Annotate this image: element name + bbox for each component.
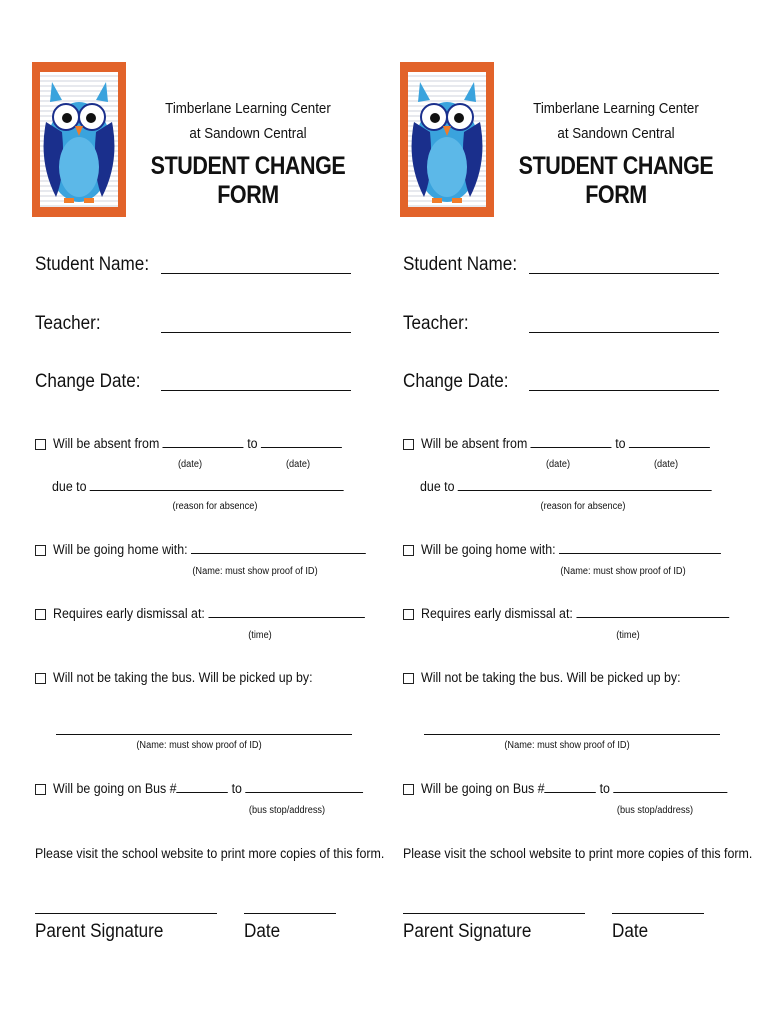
absent-checkbox[interactable] <box>403 439 414 450</box>
teacher-field[interactable] <box>529 332 719 333</box>
going-home-field[interactable] <box>559 542 721 554</box>
notice-text: Please visit the school website to print more copies of this form. <box>403 846 753 861</box>
due-to-label: due to <box>52 479 87 494</box>
reason-hint: (reason for absence) <box>540 501 626 512</box>
school-location: at Sandown Central <box>557 126 675 142</box>
date-hint: (date) <box>177 459 203 470</box>
reason-field[interactable] <box>90 479 344 491</box>
bus-label: Will be going on Bus # <box>421 781 545 796</box>
signature-field[interactable] <box>403 913 585 914</box>
name-id-hint: (Name: must show proof of ID) <box>560 566 686 577</box>
going-home-line <box>53 542 366 557</box>
reason-field[interactable] <box>458 479 712 491</box>
change-date-field[interactable] <box>161 390 351 391</box>
early-dismissal-field[interactable] <box>576 606 729 618</box>
due-to-line <box>420 479 712 494</box>
picked-up-by-field[interactable] <box>56 734 352 735</box>
going-home-line <box>421 542 721 557</box>
student-change-form-left <box>30 0 398 1024</box>
date-label: Date <box>244 921 281 942</box>
form-title: STUDENT CHANGE FORM <box>518 152 714 209</box>
school-name: Timberlane Learning Center <box>533 101 699 117</box>
absent-to-field[interactable] <box>629 436 710 448</box>
student-name-label: Student Name: <box>35 254 150 275</box>
bus-number-field[interactable] <box>545 781 597 793</box>
early-dismissal-field[interactable] <box>208 606 364 618</box>
notice-text: Please visit the school website to print more copies of this form. <box>35 846 385 861</box>
student-change-form-right <box>398 0 766 1024</box>
going-home-checkbox[interactable] <box>35 545 46 556</box>
going-home-checkbox[interactable] <box>403 545 414 556</box>
bus-line <box>53 781 363 796</box>
bus-line <box>421 781 727 796</box>
name-id-hint: (Name: must show proof of ID) <box>504 740 630 751</box>
date-hint: (date) <box>653 459 679 470</box>
bus-stop-field[interactable] <box>613 781 727 793</box>
bus-stop-hint: (bus stop/address) <box>248 805 326 816</box>
early-dismissal-checkbox[interactable] <box>35 609 46 620</box>
school-name: Timberlane Learning Center <box>165 101 331 117</box>
bus-checkbox[interactable] <box>35 784 46 795</box>
signature-label: Parent Signature <box>35 921 164 942</box>
form-title: STUDENT CHANGE FORM <box>150 152 346 209</box>
not-bus-checkbox[interactable] <box>35 673 46 684</box>
absent-to-label: to <box>247 436 258 451</box>
owl-logo-icon <box>32 62 126 217</box>
time-hint: (time) <box>248 630 272 641</box>
bus-to-label: to <box>599 781 610 796</box>
absent-from-field[interactable] <box>163 436 244 448</box>
bus-number-field[interactable] <box>177 781 229 793</box>
bus-to-label: to <box>231 781 242 796</box>
change-date-field[interactable] <box>529 390 719 391</box>
due-to-line <box>52 479 344 494</box>
early-dismissal-label: Requires early dismissal at: <box>53 606 205 621</box>
bus-checkbox[interactable] <box>403 784 414 795</box>
date-field[interactable] <box>244 913 336 914</box>
bus-stop-hint: (bus stop/address) <box>616 805 694 816</box>
name-id-hint: (Name: must show proof of ID) <box>192 566 318 577</box>
reason-hint: (reason for absence) <box>172 501 258 512</box>
bus-stop-field[interactable] <box>245 781 363 793</box>
owl-logo-icon <box>400 62 494 217</box>
not-bus-label: Will not be taking the bus. Will be picked up by: <box>53 670 313 685</box>
school-location: at Sandown Central <box>189 126 307 142</box>
name-id-hint: (Name: must show proof of ID) <box>136 740 262 751</box>
signature-field[interactable] <box>35 913 217 914</box>
early-dismissal-checkbox[interactable] <box>403 609 414 620</box>
not-bus-label: Will not be taking the bus. Will be picked up by: <box>421 670 681 685</box>
early-dismissal-label: Requires early dismissal at: <box>421 606 573 621</box>
due-to-label: due to <box>420 479 455 494</box>
date-hint: (date) <box>545 459 571 470</box>
absent-from-field[interactable] <box>531 436 612 448</box>
student-name-field[interactable] <box>529 273 719 274</box>
student-name-label: Student Name: <box>403 254 518 275</box>
date-hint: (date) <box>285 459 311 470</box>
bus-label: Will be going on Bus # <box>53 781 177 796</box>
absent-to-label: to <box>615 436 626 451</box>
change-date-label: Change Date: <box>35 371 141 392</box>
not-bus-checkbox[interactable] <box>403 673 414 684</box>
absent-label: Will be absent from <box>421 436 528 451</box>
date-field[interactable] <box>612 913 704 914</box>
date-label: Date <box>612 921 649 942</box>
teacher-field[interactable] <box>161 332 351 333</box>
teacher-label: Teacher: <box>35 313 101 334</box>
absent-line <box>53 436 342 451</box>
absent-checkbox[interactable] <box>35 439 46 450</box>
going-home-label: Will be going home with: <box>53 542 188 557</box>
teacher-label: Teacher: <box>403 313 469 334</box>
absent-label: Will be absent from <box>53 436 160 451</box>
signature-label: Parent Signature <box>403 921 532 942</box>
picked-up-by-field[interactable] <box>424 734 720 735</box>
early-dismissal-line <box>53 606 365 621</box>
early-dismissal-line <box>421 606 729 621</box>
going-home-field[interactable] <box>191 542 366 554</box>
student-name-field[interactable] <box>161 273 351 274</box>
going-home-label: Will be going home with: <box>421 542 556 557</box>
absent-to-field[interactable] <box>261 436 342 448</box>
absent-line <box>421 436 710 451</box>
time-hint: (time) <box>616 630 640 641</box>
change-date-label: Change Date: <box>403 371 509 392</box>
